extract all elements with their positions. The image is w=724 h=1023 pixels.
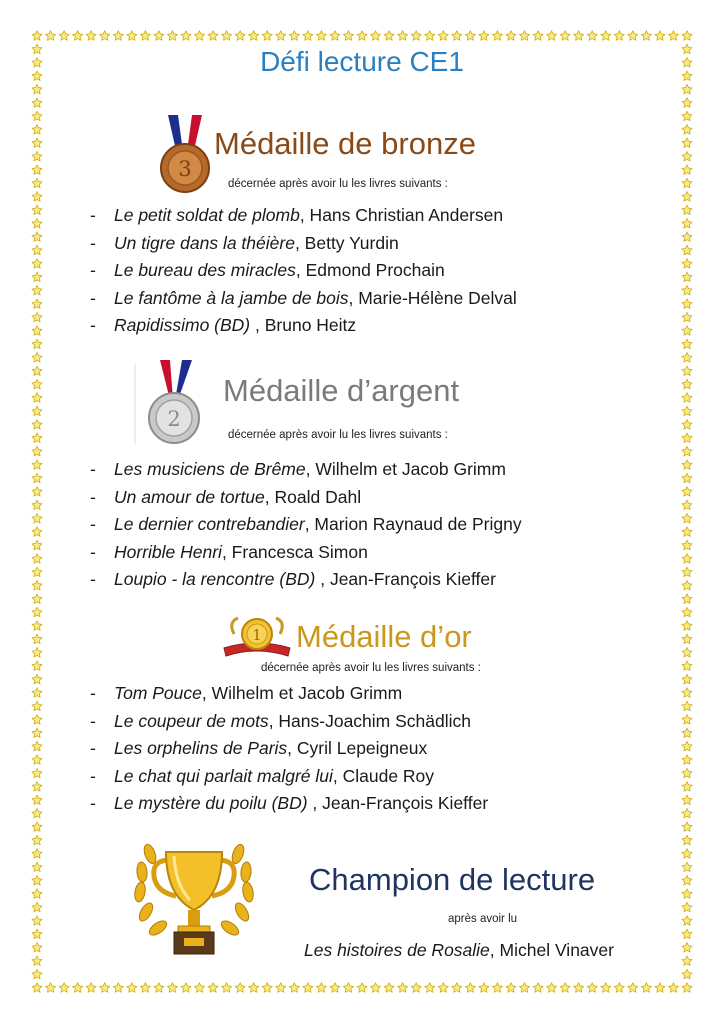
bronze-subtitle: décernée après avoir lu les livres suivants : [228, 178, 448, 190]
silver-heading: Médaille d’argent [223, 373, 460, 408]
list-item: - Le bureau des miracles, Edmond Prochain [88, 257, 517, 285]
list-item: - Les musiciens de Brême, Wilhelm et Jacob Grimm [88, 456, 522, 484]
list-item: - Le mystère du poilu (BD) , Jean-François Kieffer [88, 790, 488, 818]
silver-book-list [88, 456, 522, 594]
bronze-book-list [88, 202, 517, 340]
page-title: Défi lecture CE1 [260, 46, 464, 77]
svg-text:2: 2 [167, 407, 181, 431]
list-item: - Le chat qui parlait malgré lui, Claude Roy [88, 763, 488, 791]
silver-medal-icon [134, 360, 204, 446]
list-item: - Horrible Henri, Francesca Simon [88, 539, 522, 567]
champion-book-title: Les histoires de Rosalie [304, 940, 490, 960]
champion-subtitle: après avoir lu [448, 913, 518, 925]
list-item: - Le dernier contrebandier, Marion Raynaud de Prigny [88, 511, 522, 539]
list-item: - Le petit soldat de plomb, Hans Christian Andersen [88, 202, 517, 230]
trophy-icon [130, 834, 258, 960]
list-item: - Le fantôme à la jambe de bois, Marie-Hélène Delval [88, 285, 517, 313]
gold-heading: Médaille d’or [296, 619, 472, 654]
bronze-heading: Médaille de bronze [214, 126, 476, 161]
list-item: - Le coupeur de mots, Hans-Joachim Schädlich [88, 708, 488, 736]
list-item: - Rapidissimo (BD) , Bruno Heitz [88, 312, 517, 340]
list-item: - Loupio - la rencontre (BD) , Jean-François Kieffer [88, 566, 522, 594]
list-item: - Un amour de tortue, Roald Dahl [88, 484, 522, 512]
silver-subtitle: décernée après avoir lu les livres suivants : [228, 429, 448, 441]
list-item: - Un tigre dans la théière, Betty Yurdin [88, 230, 517, 258]
gold-medal-icon [222, 614, 292, 660]
svg-text:3: 3 [178, 157, 192, 181]
champion-book [304, 940, 614, 961]
svg-text:1: 1 [252, 626, 262, 644]
list-item: - Les orphelins de Paris, Cyril Lepeigneux [88, 735, 488, 763]
gold-subtitle: décernée après avoir lu les livres suivants : [261, 662, 481, 674]
bronze-medal-icon [156, 115, 214, 197]
list-item: - Tom Pouce, Wilhelm et Jacob Grimm [88, 680, 488, 708]
champion-heading: Champion de lecture [309, 862, 596, 897]
gold-book-list [88, 680, 488, 818]
champion-book-author: , Michel Vinaver [489, 940, 614, 960]
